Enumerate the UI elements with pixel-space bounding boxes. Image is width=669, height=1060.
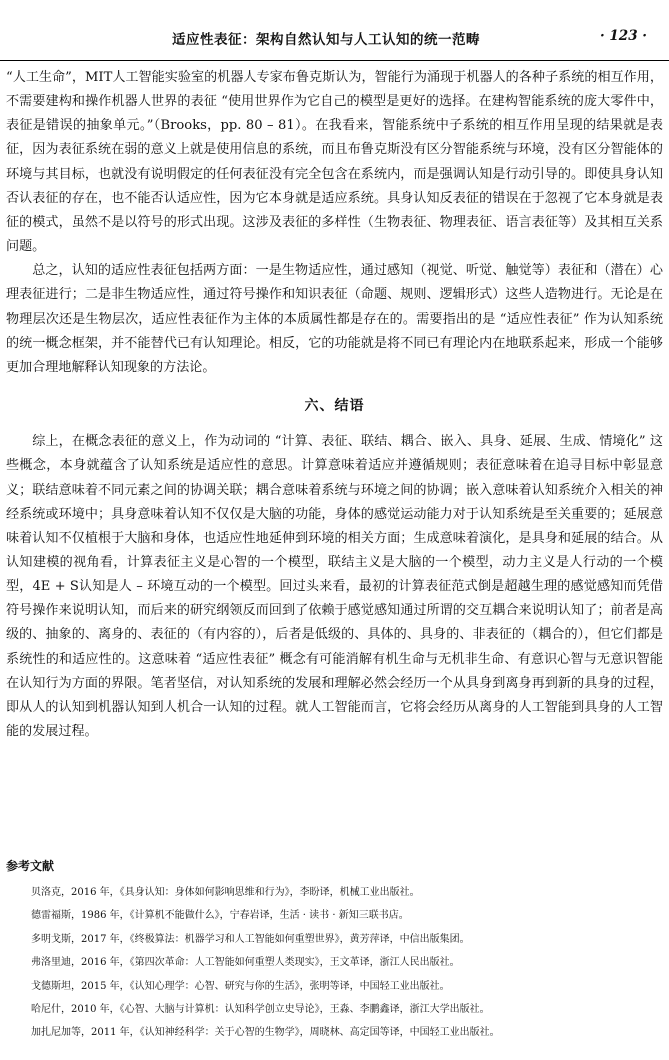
paragraph-2: 总之，认知的适应性表征包括两方面：一是生物适应性，通过感知（视觉、听觉、触觉等）表征和（潜在）心理表征进行；二是非生物适应性，通过符号操作和知识表征（命题、规则、逻辑形式）这些人造物进行。无论是在物理层次还是生物层次，适应性表征作为主体的本质属性都是存在的。需要指出的是 “适应性表征” 作为认知系统的统一概念框架，并不能替代已有认知理论。相反，它的功能就是将不同已有理论内在地联系起来，形成一个能够更加合理地解释认知现象的方法论。 — [6, 263, 663, 375]
reference-item: 贝洛克，2016 年，《具身认知：身体如何影响思维和行为》，李盼译，机械工业出版社。 — [31, 887, 420, 898]
reference-item: 德雷福斯，1986 年，《计算机不能做什么》，宁春岩译，生活 · 读书 · 新知三联书店。 — [31, 910, 409, 922]
paragraph-1: “人工生命”，MIT人工智能实验室的机器人专家布鲁克斯认为，智能行为涌现于机器人的各种子系统的相互作用，不需要建构和操作机器人世界的表征 “使用世界作为它自己的模型是更好的选择。在建构智能系统的庞大零件中，表征是错误的抽象单元。”（Brooks，pp. 80 – 81）。在我看来，智能系统中子系统的相互作用呈现的结果就是表征，因为表征系统在弱的意义上就是使用信息的系统，而且布鲁克斯没有区分智能系统与环境，没有区分智能体的环境与其目标，也就没有说明假定的任何表征没有完全包含在系统内，而是强调认知是行动引导的。即使具身认知否认表征的存在，也不能否认适应性，因为它本身就是适应系统。具身认知反表征的错误在于忽视了它本身就是表征的模式，虽然不是以符号的形式出现。这涉及表征的多样性（生物表征、物理表征、语言表征等）及其相互关系问题。 — [6, 70, 663, 255]
running-header — [0, 28, 669, 50]
reference-item: 弗洛里迪，2016 年，《第四次革命：人工智能如何重塑人类现实》，王文革译，浙江人民出版社。 — [31, 957, 460, 969]
main-text — [6, 66, 663, 744]
running-title: 适应性表征：架构自然认知与人工认知的统一范畴 — [172, 32, 480, 48]
reference-item: 加扎尼加等，2011 年，《认知神经科学：关于心智的生物学》，周晓林、高定国等译，中国轻工业出版社。 — [31, 1027, 500, 1039]
reference-item: 多明戈斯，2017 年，《终极算法：机器学习和人工智能如何重塑世界》，黄芳萍译，中信出版集团。 — [31, 933, 470, 945]
reference-item: 哈尼什，2010 年，《心智、大脑与计算机：认知科学创立史导论》，王淼、李鹏鑫译，浙江大学出版社。 — [31, 1004, 490, 1016]
reference-item: 戈德斯坦，2015 年，《认知心理学：心智、研究与你的生活》，张明等译，中国轻工业出版社。 — [31, 980, 450, 992]
references — [6, 857, 663, 1045]
header-rule — [0, 60, 669, 61]
conclusion-paragraph: 综上，在概念表征的意义上，作为动词的 “计算、表征、联结、耦合、嵌入、具身、延展、生成、情境化” 这些概念，本身就蕴含了认知系统是适应性的意思。计算意味着适应并遵循规则；表征意味着在追寻目标中彰显意义；联结意味着不同元素之间的协调关联；耦合意味着系统与环境之间的协调；嵌入意味着认知系统介入相关的神经系统或环境中；具身意味着认知不仅仅是大脑的功能，身体的感觉运动能力对于认知系统是至关重要的；延展意味着认知不仅植根于大脑和身体，也适应性地延伸到环境的相关方面；生成意味着演化，是具身和延展的结合。从认知建模的视角看，计算表征主义是心智的一个模型，联结主义是大脑的一个模型，动力主义是人行动的一个模型，4E + S认知是人 – 环境互动的一个模型。回过头来看，最初的计算表征范式倒是超越生理的感觉感知而凭借符号操作来说明认知，而后来的研究纲领反而回到了依赖于感觉感知通过所谓的交互耦合来说明认知了；前者是高级的、抽象的、离身的、表征的（有内容的），后者是低级的、具体的、具身的、非表征的（耦合的），但它们都是系统性的和适应性的。这意味着 “适应性表征” 概念有可能消解有机生命与无机非生命、有意识心智与无意识智能在认知行为方面的界限。笔者坚信，对认知系统的发展和理解必然会经历一个从具身到离身再到新的具身的过程，即从人的认知到机器认知到人机合一认知的过程。就人工智能而言，它将会经历从离身的人工智能到具身的人工智能的发展过程。 — [6, 434, 663, 740]
page-number: · 123 · — [600, 28, 647, 44]
references-heading: 参考文献 — [6, 859, 55, 873]
section-heading: 六、结语 — [304, 398, 365, 415]
